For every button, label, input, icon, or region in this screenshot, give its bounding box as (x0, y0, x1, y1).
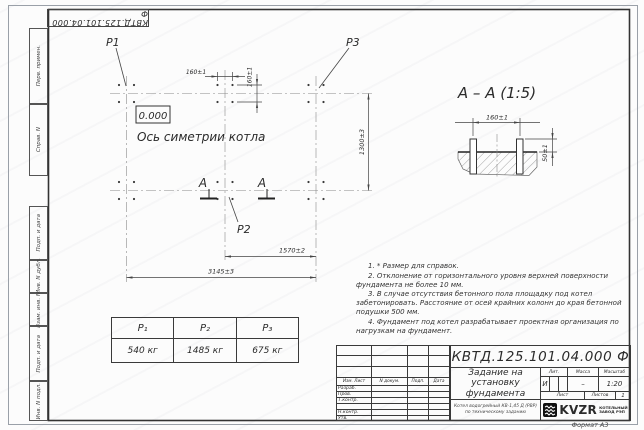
dim-label-3145: 3145±3 (207, 267, 235, 276)
title-block (336, 345, 631, 421)
loads-table (112, 317, 299, 362)
dim-label-160-section: 160±1 (486, 113, 508, 122)
rev-header-podp: Подп. (407, 377, 429, 386)
doc-number-stamp (47, 9, 149, 27)
sig-cell (428, 415, 450, 421)
stamp-label: Взам. инв. N (35, 291, 42, 328)
plan-view (106, 36, 373, 282)
stamp-vzam-inv (29, 293, 48, 326)
note-item: 2. Отклонение от горизонтального уровня верхней поверхности фундамента не более 10 мм. (356, 271, 609, 289)
lit-label: Лит. (540, 367, 568, 377)
stamp-inv-podl (29, 381, 48, 421)
stamp-label: Подп. и дата (35, 214, 42, 252)
sig-cell (407, 415, 429, 421)
rev-header-data: Дата (428, 377, 450, 386)
notes-block (356, 262, 630, 336)
axis-caption: Ось симетрии котла (137, 130, 266, 144)
zero-level-label: 0.000 (138, 111, 168, 122)
stamp-label: Справ. N (35, 127, 42, 153)
sig-cell (371, 415, 408, 421)
brand-caption-line1: КОТЕЛЬНЫЙ (599, 404, 628, 410)
rev-header-izm-list: Изм. Лист (336, 377, 372, 386)
section-letter-left: А (198, 176, 208, 190)
loads-table-value: 540 кг (111, 338, 174, 363)
stamp-sprav-n (29, 104, 48, 176)
lit-value: И (540, 376, 550, 392)
anchor-bolt-left (470, 139, 477, 174)
loads-table-header: P₃ (236, 317, 299, 339)
drawing-title: Задание на установку фундамента (450, 367, 541, 400)
brand-caption (599, 406, 628, 415)
load-label-p1: P1 (106, 36, 120, 49)
section-view (455, 84, 557, 179)
sheet-label: Лист (540, 391, 585, 400)
stamp-label: Перв. примен. (35, 45, 42, 87)
stamp-label: Инв. N дубл. (35, 258, 42, 295)
drawing-subtitle: Котел водогрейный КВ-1,45 Д (РВР) по техническому заданию (450, 399, 541, 421)
sig-row-utv: Утв. (336, 415, 372, 421)
sig-row-prov: Пров. (336, 391, 372, 398)
stamp-perv-primen (29, 28, 48, 104)
sig-row-razrab: Разраб. (336, 385, 372, 392)
section-letter-right: А (257, 176, 267, 190)
anchor-bolt-right (517, 139, 524, 174)
note-item: 1. * Размер для справок. (368, 262, 459, 270)
title-block-doc-number: КВТД.125.101.04.000 Ф (450, 345, 631, 368)
load-label-p3: P3 (346, 36, 360, 49)
dim-label-50-section: 50±1 (541, 144, 549, 162)
stamp-label: Инв. N подл. (35, 382, 42, 420)
load-label-p2: P2 (237, 223, 251, 236)
sheets-label: Листов (584, 391, 616, 400)
section-view-title: А – А (1:5) (457, 84, 537, 102)
dim-label-1570: 1570±2 (278, 246, 306, 255)
note-item: 3. В случае отсутствия бетонного пола площадку под котел забетонировать. Расстояние от осей крайних колонн до края бетонной подушки 500 мм. (356, 290, 622, 316)
sig-row-nkontr: Н.контр. (336, 409, 372, 416)
brand-caption-line2: ЗАВОД РЭП (599, 409, 625, 414)
dim-3145 (127, 276, 317, 278)
stamp-label: Подп. и дата (35, 334, 42, 373)
stamp-podp-data-1 (29, 206, 48, 260)
mass-value: – (567, 376, 599, 392)
format-label: Формат А3 (571, 421, 609, 429)
brand-name: KVZR (559, 403, 598, 417)
scale-label: Масштаб (598, 367, 631, 377)
dim-label-160-h: 160±1 (185, 69, 207, 76)
stamp-inv-dubl (29, 260, 48, 293)
sig-row-tkontr: Т.контр. (336, 397, 372, 404)
doc-number-stamp-text: КВТД.125.101.04.000 Ф (51, 9, 148, 27)
note-item: 4. Фундамент под котел разрабатывает проектная организация по нагрузкам на фундамент. (356, 317, 619, 335)
company-logo (543, 403, 627, 417)
dim-1570 (225, 255, 316, 257)
logo-cell (540, 399, 631, 421)
loads-table-value: 675 кг (236, 338, 299, 363)
scale-value: 1:20 (598, 376, 631, 392)
loads-table-value: 1485 кг (173, 338, 236, 363)
dim-label-160-v: 160±1 (246, 66, 254, 88)
dim-label-1300: 1300±3 (358, 128, 366, 156)
loads-table-header: P₂ (173, 317, 236, 339)
stamp-podp-data-2 (29, 326, 48, 381)
boiler-coil-icon (543, 403, 557, 417)
rev-header-ndoc: N докум. (371, 377, 408, 386)
dim-1300 (367, 94, 369, 191)
mass-label: Масса (567, 367, 599, 377)
loads-table-header: P₁ (111, 317, 174, 339)
sheets-value: 1 (615, 391, 631, 400)
